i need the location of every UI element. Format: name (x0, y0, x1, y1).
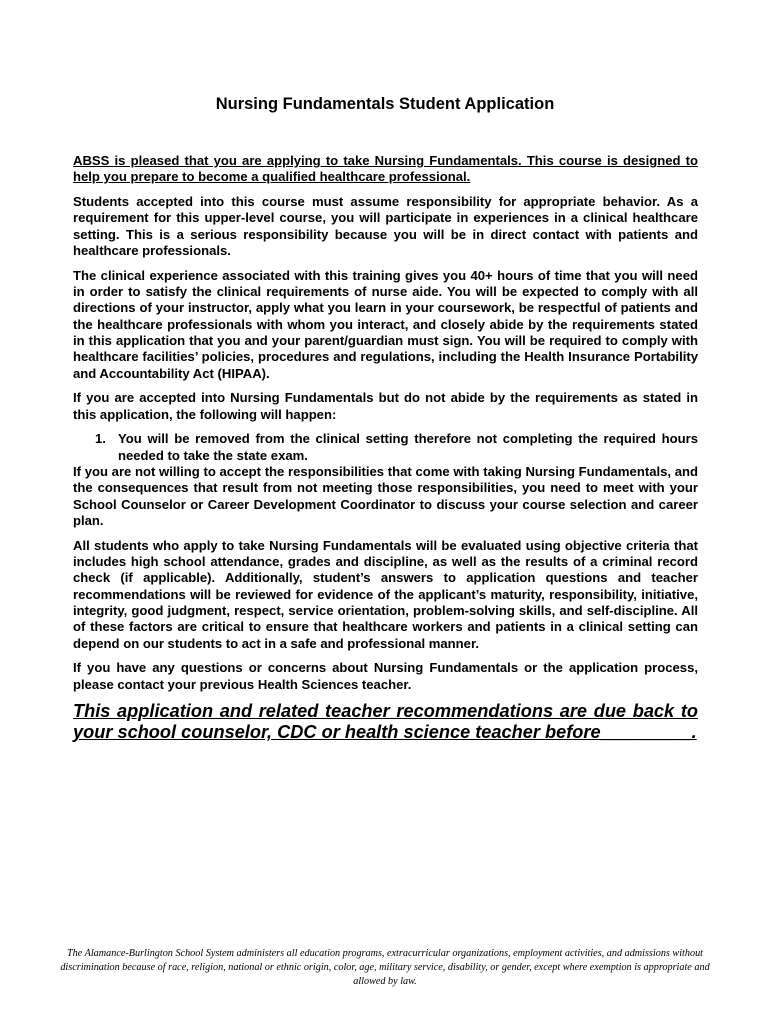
paragraph-responsibility: Students accepted into this course must assume responsibility for appropriate behavior. As a requirement for this upper-level course, you will participate in experiences in a clinical healthcare setting. This is a serious responsibility because you will be in direct contact with patients and healthcare professionals. (73, 194, 698, 258)
list-item-number: 1. (95, 431, 106, 447)
deadline-notice: This application and related teacher recommendations are due back to your school counselor, CDC or health science teacher before_________. (73, 701, 698, 743)
paragraph-clinical-experience: The clinical experience associated with this training gives you 40+ hours of time that you will need in order to satisfy the clinical requirements of nurse aide. You will be expected to comply with all directions of your instructor, apply what you learn in your coursework, be respectful of patients and the healthcare professionals with whom you interact, and closely abide by the requirements stated in this application that you and your parent/guardian must sign. You will be required to comply with healthcare facilities’ policies, procedures and regulations, including the Health Insurance Portability and Accountability Act (HIPAA). (73, 267, 698, 381)
document-body (73, 153, 698, 752)
consequences-list (73, 431, 698, 464)
intro-paragraph: ABSS is pleased that you are applying to take Nursing Fundamentals. This course is designed to help you prepare to become a qualified healthcare professional. (73, 153, 698, 185)
list-item (73, 431, 698, 464)
paragraph-consequences-intro: If you are accepted into Nursing Fundamentals but do not abide by the requirements as stated in this application, the following will happen: (73, 390, 698, 422)
list-item-text: You will be removed from the clinical setting therefore not completing the required hours needed to take the state exam. (118, 431, 698, 463)
page-title: Nursing Fundamentals Student Application (215, 95, 555, 113)
paragraph-evaluation-criteria: All students who apply to take Nursing Fundamentals will be evaluated using objective criteria that includes high school attendance, grades and discipline, as well as the results of a criminal record check (if applicable). Additionally, student’s answers to application questions and teacher recommendations will be reviewed for evidence of the applicant’s maturity, responsibility, initiative, integrity, good judgment, respect, service orientation, problem-solving skills, and self-discipline. All of these factors are critical to ensure that healthcare workers and patients in a clinical setting can depend on our students to act in a safe and professional manner. (73, 537, 698, 651)
paragraph-not-willing: If you are not willing to accept the responsibilities that come with taking Nursing Fundamentals, and the consequences that result from not meeting those responsibilities, you need to meet with your School Counselor or Career Development Coordinator to discuss your course selection and career plan. (73, 464, 698, 528)
nondiscrimination-footer: The Alamance-Burlington School System administers all education programs, extracurricular organizations, employment activities, and admissions without discrimination because of race, religion, national or ethnic origin, color, age, military service, disability, or gender, except where exemption is appropriate and allowed by law. (60, 948, 710, 987)
paragraph-questions: If you have any questions or concerns about Nursing Fundamentals or the application process, please contact your previous Health Sciences teacher. (73, 660, 698, 692)
